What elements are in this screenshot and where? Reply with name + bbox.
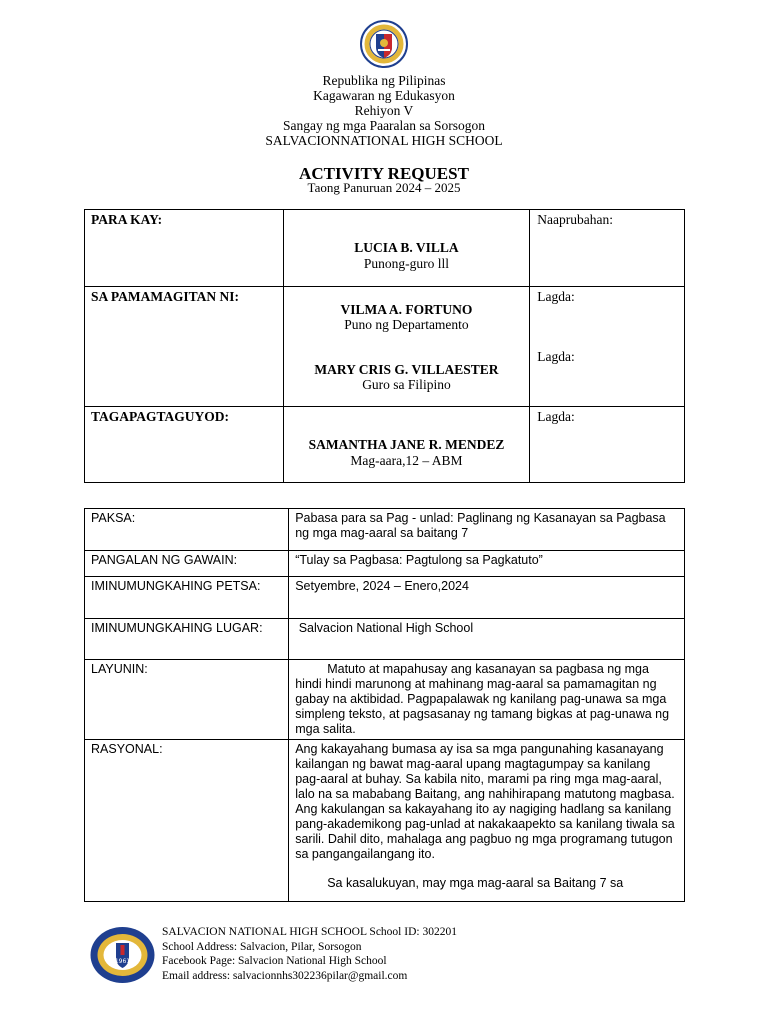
header-rehiyon: Rehiyon V: [354, 103, 414, 118]
key-petsa: IMINUMUNGKAHING PETSA:: [85, 577, 289, 619]
header-kagawaran: Kagawaran ng Edukasyon: [313, 88, 455, 103]
approval-table: [84, 209, 685, 483]
principal-name: LUCIA B. VILLA: [354, 240, 459, 255]
row-lugar: [85, 619, 685, 660]
row-para-kay: [85, 210, 685, 287]
value-layunin: Matuto at mapahusay ang kasanayan sa pagbasa ng mga hindi hindi marunong at mahinang mag-aaral sa pamamagitan ng gabay na aktibidad. Pagpapalawak ng kanilang pag-unawa sa mga simpleng teksto, at pagsasanay ng tamang bigkas at pag-unawa ng mga salita.: [289, 660, 685, 740]
row-layunin: [85, 660, 685, 740]
key-lugar: IMINUMUNGKAHING LUGAR:: [85, 619, 289, 660]
details-table: [84, 508, 685, 902]
row-petsa: [85, 577, 685, 619]
footer-school-id: SALVACION NATIONAL HIGH SCHOOL School ID: 302201: [162, 926, 457, 938]
row-pamamagitan: [85, 287, 685, 407]
row-rasyonal: [85, 740, 685, 902]
key-gawain: PANGALAN NG GAWAIN:: [85, 551, 289, 577]
key-rasyonal: RASYONAL:: [85, 740, 289, 902]
department-head-role: Puno ng Departamento: [344, 317, 469, 332]
value-gawain: “Tulay sa Pagbasa: Pagtulong sa Pagkatuto”: [289, 551, 685, 577]
label-para-kay: PARA KAY:: [91, 212, 163, 227]
header-sangay: Sangay ng mga Paaralan sa Sorsogon: [282, 118, 486, 133]
header-republika: Republika ng Pilipinas: [322, 73, 446, 88]
footer-address: School Address: Salvacion, Pilar, Sorsogon: [162, 940, 362, 953]
department-head-name: VILMA A. FORTUNO: [340, 302, 473, 317]
key-layunin: LAYUNIN:: [85, 660, 289, 740]
signature-label-1: Lagda:: [537, 289, 575, 304]
teacher-role: Guro sa Filipino: [362, 377, 451, 392]
row-tagapagtaguyod: [85, 407, 685, 483]
signature-label-3: Lagda:: [537, 409, 575, 424]
value-petsa: Setyembre, 2024 – Enero,2024: [289, 577, 685, 619]
deped-seal-logo: [355, 19, 413, 69]
footer-facebook: Facebook Page: Salvacion National High School: [162, 955, 387, 967]
value-rasyonal: [289, 740, 685, 902]
principal-role: Punong-guro lll: [363, 256, 450, 271]
rasyonal-paragraph-1: Ang kakayahang bumasa ay isa sa mga pangunahing kasanayang kailangan ng bawat mag-aaral upang magtagumpay sa kanilang pag-aaral at buhay. Sa kabila nito, marami pa ring mga mag-aaral, lalo na sa mababang Baitang, ang nahihirapang matutong magbasa. Ang kakulangan sa kakayahang ito ay nagiging hadlang sa kanilang pang-akademikong pag-unlad at nakakaapekto sa kanilang tiwala sa sarili. Dahil dito, mahalaga ang pagbuo ng mga programang tutugon sa pangangailangang ito.: [295, 742, 675, 861]
proponent-role: Mag-aara,12 – ABM: [350, 453, 463, 468]
proponent-name: SAMANTHA JANE R. MENDEZ: [308, 437, 505, 452]
label-pamamagitan: SA PAMAMAGITAN NI:: [91, 289, 239, 304]
document-title: ACTIVITY REQUEST: [299, 164, 469, 183]
key-paksa: PAKSA:: [85, 509, 289, 551]
document-subtitle: Taong Panuruan 2024 – 2025: [307, 180, 461, 195]
approved-label: Naaprubahan:: [537, 212, 613, 227]
footer-email: Email address: salvacionnhs302236pilar@gmail.com: [162, 969, 408, 982]
school-seal-logo: [89, 925, 156, 985]
value-lugar: Salvacion National High School: [289, 619, 685, 660]
rasyonal-paragraph-2: Sa kasalukuyan, may mga mag-aaral sa Baitang 7 sa: [327, 876, 624, 890]
school-seal-year: 1961: [114, 958, 131, 965]
header-school-name: SALVACIONNATIONAL HIGH SCHOOL: [265, 133, 503, 148]
row-gawain: [85, 551, 685, 577]
footer-info: [162, 925, 457, 983]
value-paksa: Pabasa para sa Pag - unlad: Paglinang ng Kasanayan sa Pagbasa ng mga mag-aaral sa baitang 7: [289, 509, 685, 551]
row-paksa: [85, 509, 685, 551]
teacher-name: MARY CRIS G. VILLAESTER: [314, 362, 499, 377]
label-tagapagtaguyod: TAGAPAGTAGUYOD:: [91, 409, 229, 424]
signature-label-2: Lagda:: [537, 349, 575, 364]
